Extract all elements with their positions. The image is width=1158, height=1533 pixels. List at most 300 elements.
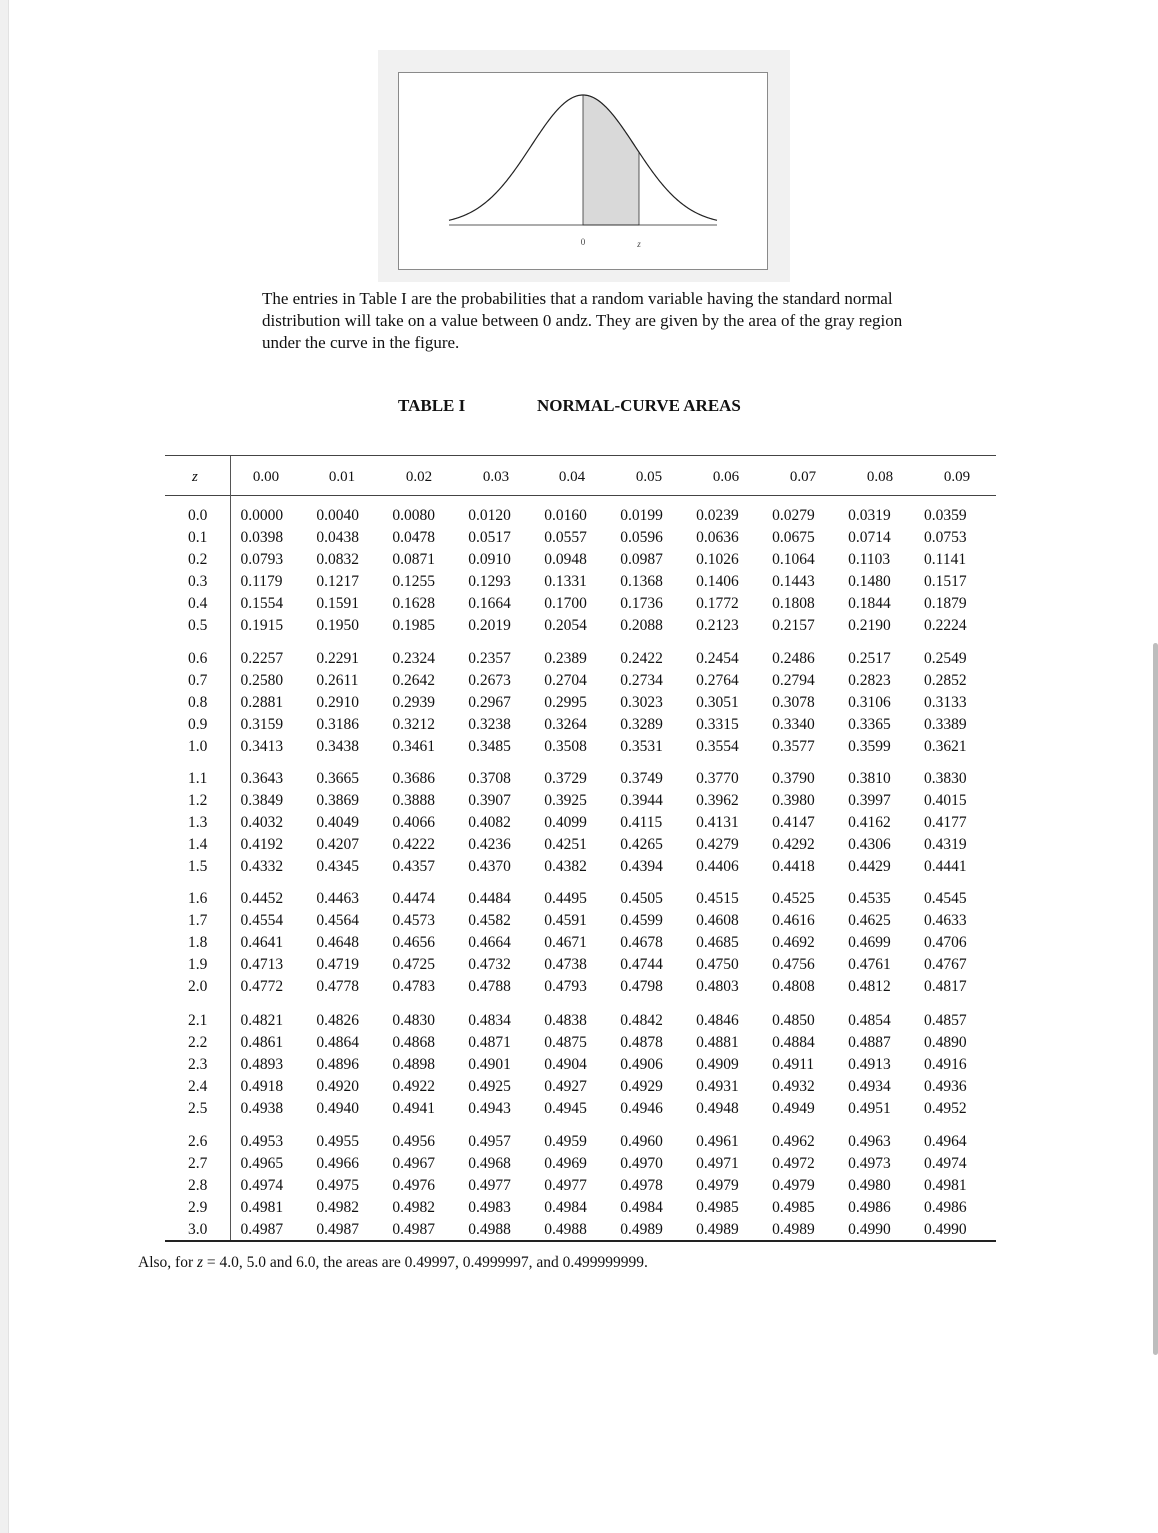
area-cell: 0.4616 (772, 912, 815, 929)
area-cell: 0.4357 (392, 858, 435, 875)
area-cell: 0.3133 (924, 694, 967, 711)
area-cell: 0.4971 (696, 1155, 739, 1172)
area-cell: 0.4279 (696, 836, 739, 853)
area-cell: 0.4648 (316, 934, 360, 951)
area-cell: 0.3531 (620, 738, 663, 755)
area-cell: 0.0557 (544, 529, 587, 546)
area-cell: 0.2190 (848, 617, 891, 634)
area-cell: 0.4946 (620, 1100, 663, 1117)
table-title: TABLE I (398, 396, 466, 415)
area-cell: 0.1950 (316, 617, 360, 634)
area-cell: 0.4463 (316, 890, 360, 907)
area-cell: 0.4968 (468, 1155, 511, 1172)
area-cell: 0.4988 (468, 1221, 511, 1238)
row-group (180, 505, 1000, 637)
area-cell: 0.4967 (392, 1155, 435, 1172)
area-cell: 0.0279 (772, 507, 815, 524)
area-cell: 0.4940 (316, 1100, 360, 1117)
area-cell: 0.1064 (772, 551, 815, 568)
intro-paragraph: The entries in Table I are the probabilities that a random variable having the standard normal distribution will take on a value between 0 andz. They are given by the area of the gray region under the curve in the figure. (262, 289, 903, 352)
area-cell: 0.4678 (620, 934, 663, 951)
area-cell: 0.4418 (772, 858, 815, 875)
area-cell: 0.0398 (240, 529, 284, 546)
area-cell: 0.2967 (468, 694, 511, 711)
normal-curve-svg (399, 73, 767, 269)
area-cell: 0.4864 (316, 1034, 360, 1051)
area-cell: 0.4554 (240, 912, 284, 929)
area-cell: 0.4932 (772, 1078, 815, 1095)
area-cell: 0.1808 (772, 595, 815, 612)
area-cell: 0.4987 (240, 1221, 284, 1238)
area-cell: 0.4987 (316, 1221, 360, 1238)
area-cell: 0.2823 (848, 672, 891, 689)
z-value: 2.1 (188, 1012, 208, 1029)
area-cell: 0.2324 (392, 650, 435, 667)
area-cell: 0.4981 (924, 1177, 967, 1194)
area-cell: 0.4772 (240, 978, 284, 995)
z-value: 2.8 (188, 1177, 208, 1194)
z-value: 0.3 (188, 573, 208, 590)
area-cell: 0.1217 (316, 573, 360, 590)
area-cell: 0.4846 (696, 1012, 739, 1029)
area-cell: 0.4948 (696, 1100, 739, 1117)
area-cell: 0.3907 (468, 792, 511, 809)
area-cell: 0.4875 (544, 1034, 587, 1051)
table-header-rule (165, 495, 996, 496)
area-cell: 0.4793 (544, 978, 587, 995)
area-cell: 0.3438 (316, 738, 360, 755)
table-row (180, 1010, 1000, 1032)
z-value: 2.7 (188, 1155, 208, 1172)
area-cell: 0.4525 (772, 890, 815, 907)
area-cell: 0.4987 (392, 1221, 435, 1238)
area-cell: 0.4981 (240, 1199, 284, 1216)
area-cell: 0.4909 (696, 1056, 739, 1073)
area-cell: 0.4925 (468, 1078, 511, 1095)
area-cell: 0.3810 (848, 770, 891, 787)
area-cell: 0.4990 (848, 1221, 891, 1238)
area-cell: 0.1700 (544, 595, 587, 612)
table-row (180, 615, 1000, 637)
table-row (180, 856, 1000, 878)
area-cell: 0.1517 (924, 573, 967, 590)
z-value: 0.2 (188, 551, 208, 568)
area-cell: 0.2704 (544, 672, 587, 689)
area-cell: 0.0596 (620, 529, 663, 546)
scrollbar-thumb[interactable] (1153, 643, 1158, 1355)
area-cell: 0.4719 (316, 956, 360, 973)
z-value: 2.5 (188, 1100, 208, 1117)
area-cell: 0.0987 (620, 551, 663, 568)
area-cell: 0.2257 (240, 650, 284, 667)
area-cell: 0.4989 (696, 1221, 739, 1238)
area-cell: 0.3051 (696, 694, 739, 711)
area-cell: 0.3577 (772, 738, 815, 755)
area-cell: 0.4980 (848, 1177, 891, 1194)
area-cell: 0.3389 (924, 716, 967, 733)
area-cell: 0.4943 (468, 1100, 511, 1117)
z-value: 0.8 (188, 694, 208, 711)
z-value: 0.7 (188, 672, 208, 689)
column-header: 0.04 (558, 469, 586, 485)
area-cell: 0.1554 (240, 595, 284, 612)
area-cell: 0.4484 (468, 890, 511, 907)
area-cell: 0.3365 (848, 716, 891, 733)
area-cell: 0.0948 (544, 551, 587, 568)
table-row (180, 593, 1000, 615)
table-row (180, 888, 1000, 910)
area-cell: 0.4656 (392, 934, 435, 951)
footer-rest: = 4.0, 5.0 and 6.0, the areas are 0.49997, 0.4999997, and 0.499999999. (203, 1254, 648, 1271)
area-cell: 0.4803 (696, 978, 739, 995)
area-cell: 0.2910 (316, 694, 360, 711)
area-cell: 0.4906 (620, 1056, 663, 1073)
area-cell: 0.2852 (924, 672, 967, 689)
area-cell: 0.4922 (392, 1078, 435, 1095)
table-row (180, 549, 1000, 571)
area-cell: 0.2088 (620, 617, 663, 634)
area-cell: 0.3264 (544, 716, 587, 733)
table-row (180, 910, 1000, 932)
column-header: 0.09 (943, 469, 971, 485)
area-cell: 0.2454 (696, 650, 739, 667)
area-cell: 0.4960 (620, 1133, 663, 1150)
area-cell: 0.3413 (240, 738, 284, 755)
area-cell: 0.4986 (924, 1199, 967, 1216)
area-cell: 0.4911 (772, 1056, 815, 1073)
area-cell: 0.2517 (848, 650, 891, 667)
table-row (180, 736, 1000, 758)
area-cell: 0.4975 (316, 1177, 360, 1194)
area-cell: 0.4505 (620, 890, 663, 907)
area-cell: 0.4798 (620, 978, 663, 995)
area-cell: 0.3621 (924, 738, 967, 755)
area-cell: 0.4713 (240, 956, 284, 973)
table-row (180, 1219, 1000, 1241)
area-cell: 0.1985 (392, 617, 435, 634)
area-cell: 0.2881 (240, 694, 284, 711)
area-cell: 0.3340 (772, 716, 815, 733)
origin-label: 0 (580, 237, 586, 247)
area-cell: 0.4834 (468, 1012, 511, 1029)
area-cell: 0.4952 (924, 1100, 967, 1117)
area-cell: 0.4842 (620, 1012, 663, 1029)
area-cell: 0.3159 (240, 716, 284, 733)
area-cell: 0.4706 (924, 934, 967, 951)
area-cell: 0.3186 (316, 716, 360, 733)
area-cell: 0.4495 (544, 890, 587, 907)
area-cell: 0.4934 (848, 1078, 891, 1095)
area-cell: 0.4608 (696, 912, 739, 929)
area-cell: 0.1844 (848, 595, 891, 612)
shaded-area (583, 95, 639, 225)
area-cell: 0.3599 (848, 738, 891, 755)
area-cell: 0.4345 (316, 858, 360, 875)
area-cell: 0.4964 (924, 1133, 967, 1150)
area-cell: 0.4929 (620, 1078, 663, 1095)
area-cell: 0.4382 (544, 858, 587, 875)
area-cell: 0.0753 (924, 529, 967, 546)
area-cell: 0.4685 (696, 934, 739, 951)
column-header: 0.00 (252, 469, 280, 485)
table-row (180, 1131, 1000, 1153)
z-label: z (637, 239, 641, 249)
table-row (180, 812, 1000, 834)
area-cell: 0.3238 (468, 716, 511, 733)
area-cell: 0.2486 (772, 650, 815, 667)
area-cell: 0.4959 (544, 1133, 587, 1150)
area-cell: 0.4474 (392, 890, 435, 907)
area-cell: 0.4573 (392, 912, 435, 929)
area-cell: 0.4826 (316, 1012, 360, 1029)
z-value: 1.6 (188, 890, 208, 907)
table-row (180, 692, 1000, 714)
area-cell: 0.4982 (392, 1199, 435, 1216)
area-cell: 0.1736 (620, 595, 663, 612)
area-cell: 0.4969 (544, 1155, 587, 1172)
area-cell: 0.3212 (392, 716, 435, 733)
table-row (180, 1076, 1000, 1098)
area-cell: 0.4099 (544, 814, 587, 831)
area-cell: 0.3962 (696, 792, 739, 809)
area-cell: 0.4817 (924, 978, 967, 995)
area-cell: 0.4015 (924, 792, 967, 809)
area-cell: 0.3925 (544, 792, 587, 809)
area-cell: 0.4984 (544, 1199, 587, 1216)
area-cell: 0.4192 (240, 836, 284, 853)
z-value: 1.8 (188, 934, 208, 951)
area-cell: 0.4049 (316, 814, 360, 831)
area-cell: 0.4265 (620, 836, 663, 853)
table-row (180, 932, 1000, 954)
area-cell: 0.4977 (544, 1177, 587, 1194)
area-cell: 0.4788 (468, 978, 511, 995)
z-value: 2.6 (188, 1133, 208, 1150)
area-cell: 0.4857 (924, 1012, 967, 1029)
area-cell: 0.3106 (848, 694, 891, 711)
area-cell: 0.4893 (240, 1056, 284, 1073)
area-cell: 0.4251 (544, 836, 587, 853)
area-cell: 0.0080 (392, 507, 435, 524)
area-cell: 0.0478 (392, 529, 435, 546)
z-value: 0.9 (188, 716, 208, 733)
z-value: 2.9 (188, 1199, 208, 1216)
area-cell: 0.4989 (772, 1221, 815, 1238)
footer-prefix: Also, for (138, 1254, 197, 1271)
area-cell: 0.3643 (240, 770, 284, 787)
row-group (180, 648, 1000, 758)
area-cell: 0.4850 (772, 1012, 815, 1029)
area-cell: 0.2054 (544, 617, 587, 634)
area-cell: 0.2673 (468, 672, 511, 689)
area-cell: 0.4066 (392, 814, 435, 831)
area-cell: 0.4927 (544, 1078, 587, 1095)
column-header: 0.08 (866, 469, 894, 485)
area-cell: 0.4984 (620, 1199, 663, 1216)
table-row (180, 1197, 1000, 1219)
table-row (180, 1054, 1000, 1076)
area-cell: 0.2019 (468, 617, 511, 634)
area-cell: 0.3849 (240, 792, 284, 809)
area-cell: 0.4970 (620, 1155, 663, 1172)
z-value: 0.5 (188, 617, 208, 634)
area-cell: 0.4962 (772, 1133, 815, 1150)
area-cell: 0.3708 (468, 770, 511, 787)
area-cell: 0.4671 (544, 934, 587, 951)
area-cell: 0.0000 (240, 507, 284, 524)
area-cell: 0.4692 (772, 934, 815, 951)
area-cell: 0.4177 (924, 814, 967, 831)
z-value: 1.5 (188, 858, 208, 875)
area-cell: 0.4916 (924, 1056, 967, 1073)
area-cell: 0.0199 (620, 507, 663, 524)
area-cell: 0.4429 (848, 858, 891, 875)
z-value: 1.4 (188, 836, 208, 853)
table-row (180, 505, 1000, 527)
area-cell: 0.1443 (772, 573, 815, 590)
area-cell: 0.2224 (924, 617, 967, 634)
area-cell: 0.1628 (392, 595, 435, 612)
z-value: 1.1 (188, 770, 208, 787)
area-cell: 0.3023 (620, 694, 663, 711)
area-cell: 0.4441 (924, 858, 967, 875)
area-cell: 0.4941 (392, 1100, 435, 1117)
area-cell: 0.4898 (392, 1056, 435, 1073)
area-cell: 0.4976 (392, 1177, 435, 1194)
area-cell: 0.4147 (772, 814, 815, 831)
area-cell: 0.4756 (772, 956, 815, 973)
row-group (180, 1131, 1000, 1241)
area-cell: 0.4162 (848, 814, 891, 831)
area-cell: 0.4732 (468, 956, 511, 973)
z-value: 0.1 (188, 529, 208, 546)
area-cell: 0.2357 (468, 650, 511, 667)
column-header: 0.06 (712, 469, 740, 485)
area-cell: 0.0714 (848, 529, 891, 546)
area-cell: 0.0675 (772, 529, 815, 546)
area-cell: 0.4956 (392, 1133, 435, 1150)
area-cell: 0.4951 (848, 1100, 891, 1117)
area-cell: 0.4750 (696, 956, 739, 973)
z-value: 0.0 (188, 507, 208, 524)
area-cell: 0.3729 (544, 770, 587, 787)
table-row (180, 648, 1000, 670)
column-header: 0.01 (328, 469, 356, 485)
area-cell: 0.3980 (772, 792, 815, 809)
area-cell: 0.1026 (696, 551, 739, 568)
area-cell: 0.4985 (696, 1199, 739, 1216)
area-cell: 0.4292 (772, 836, 815, 853)
area-cell: 0.0239 (696, 507, 739, 524)
area-cell: 0.4535 (848, 890, 891, 907)
area-cell: 0.3078 (772, 694, 815, 711)
area-cell: 0.4725 (392, 956, 435, 973)
area-cell: 0.4884 (772, 1034, 815, 1051)
area-cell: 0.4738 (544, 956, 587, 973)
z-value: 2.4 (188, 1078, 208, 1095)
area-cell: 0.2764 (696, 672, 739, 689)
area-cell: 0.0438 (316, 529, 360, 546)
area-cell: 0.4901 (468, 1056, 511, 1073)
area-cell: 0.4633 (924, 912, 967, 929)
area-cell: 0.4406 (696, 858, 739, 875)
area-cell: 0.2422 (620, 650, 663, 667)
area-cell: 0.0319 (848, 507, 891, 524)
area-cell: 0.4890 (924, 1034, 967, 1051)
table-row (180, 834, 1000, 856)
area-cell: 0.4988 (544, 1221, 587, 1238)
area-cell: 0.4945 (544, 1100, 587, 1117)
area-cell: 0.2794 (772, 672, 815, 689)
area-cell: 0.2549 (924, 650, 967, 667)
table-top-rule (165, 455, 996, 456)
window-left-edge (0, 0, 9, 1533)
area-cell: 0.1368 (620, 573, 663, 590)
area-cell: 0.4394 (620, 858, 663, 875)
area-cell: 0.1480 (848, 573, 891, 590)
area-cell: 0.4957 (468, 1133, 511, 1150)
table-row (180, 1175, 1000, 1197)
area-cell: 0.4985 (772, 1199, 815, 1216)
area-cell: 0.3770 (696, 770, 739, 787)
area-cell: 0.2580 (240, 672, 284, 689)
area-cell: 0.2642 (392, 672, 435, 689)
column-header: 0.05 (635, 469, 663, 485)
area-cell: 0.4913 (848, 1056, 891, 1073)
area-cell: 0.4953 (240, 1133, 284, 1150)
area-cell: 0.3997 (848, 792, 891, 809)
table-subtitle: NORMAL-CURVE AREAS (537, 396, 741, 415)
area-cell: 0.0517 (468, 529, 511, 546)
area-cell: 0.4641 (240, 934, 284, 951)
area-cell: 0.4854 (848, 1012, 891, 1029)
area-cell: 0.4564 (316, 912, 360, 929)
area-cell: 0.3869 (316, 792, 360, 809)
area-cell: 0.4082 (468, 814, 511, 831)
area-cell: 0.3554 (696, 738, 739, 755)
area-cell: 0.4761 (848, 956, 891, 973)
area-cell: 0.4974 (240, 1177, 284, 1194)
area-cell: 0.4986 (848, 1199, 891, 1216)
table-row (180, 714, 1000, 736)
area-cell: 0.4545 (924, 890, 967, 907)
area-cell: 0.4744 (620, 956, 663, 973)
area-cell: 0.3665 (316, 770, 360, 787)
area-cell: 0.4881 (696, 1034, 739, 1051)
area-cell: 0.0120 (468, 507, 511, 524)
area-cell: 0.1591 (316, 595, 360, 612)
area-cell: 0.0832 (316, 551, 360, 568)
area-cell: 0.1664 (468, 595, 511, 612)
area-cell: 0.4989 (620, 1221, 663, 1238)
area-cell: 0.4871 (468, 1034, 511, 1051)
area-cell: 0.2995 (544, 694, 587, 711)
area-cell: 0.4931 (696, 1078, 739, 1095)
area-cell: 0.4938 (240, 1100, 284, 1117)
table-row (180, 1098, 1000, 1120)
table-row (180, 670, 1000, 692)
area-cell: 0.4599 (620, 912, 663, 929)
area-cell: 0.1879 (924, 595, 967, 612)
area-cell: 0.4306 (848, 836, 891, 853)
area-cell: 0.4887 (848, 1034, 891, 1051)
area-cell: 0.1331 (544, 573, 587, 590)
area-cell: 0.4830 (392, 1012, 435, 1029)
area-cell: 0.4821 (240, 1012, 284, 1029)
area-cell: 0.4236 (468, 836, 511, 853)
area-cell: 0.3315 (696, 716, 739, 733)
area-cell: 0.4904 (544, 1056, 587, 1073)
